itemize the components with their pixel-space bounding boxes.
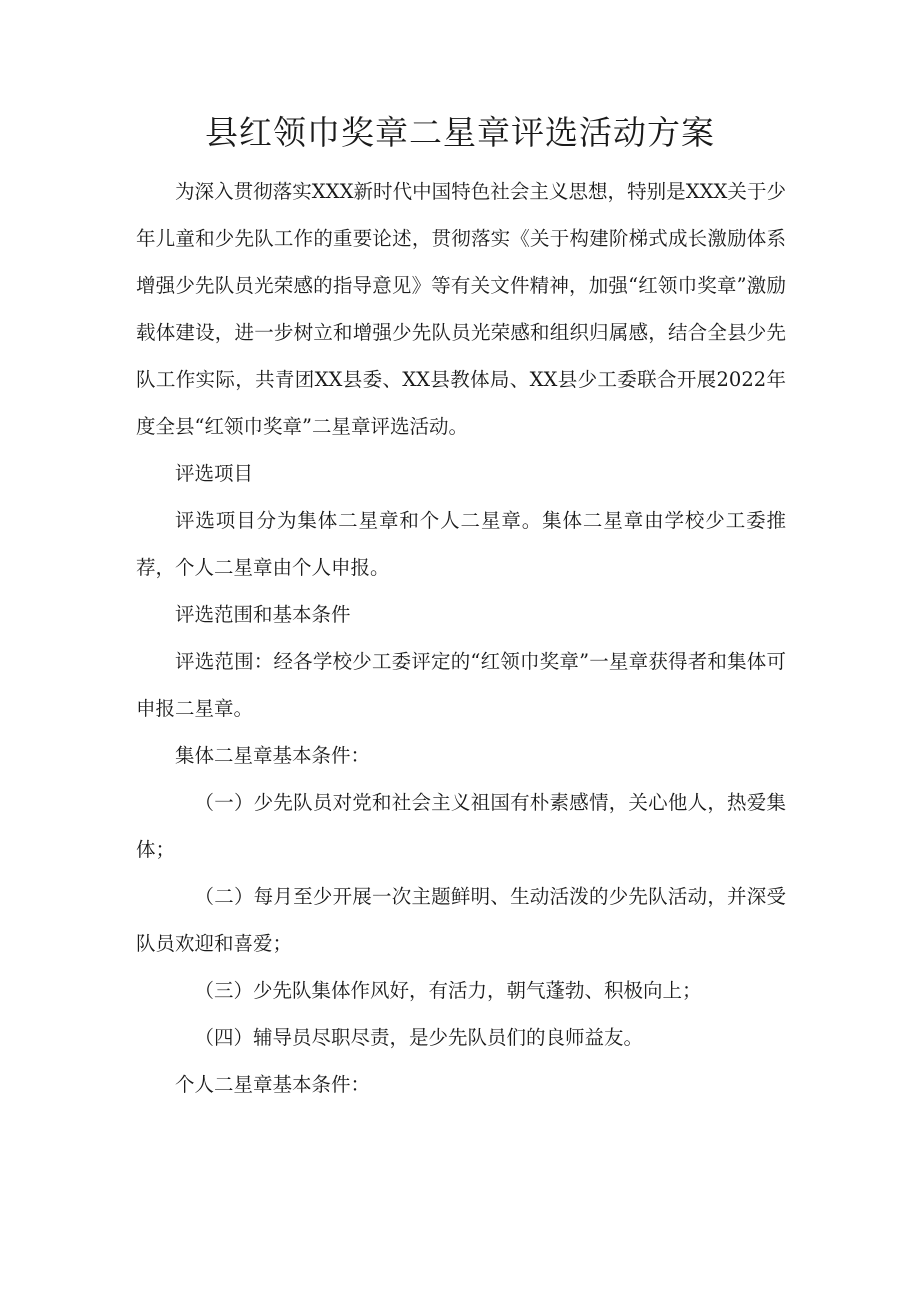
intro-paragraph: 为深入贯彻落实XXX新时代中国特色社会主义思想，特别是XXX关于少年儿童和少先队工作的重要论述，贯彻落实《关于构建阶梯式成长激励体系增强少先队员光荣感的指导意见》等有关文件精神，加强“红领巾奖章”激励载体建设，进一步树立和增强少先队员光荣感和组织归属感，结合全县少先队工作实际，共青团XX县委、XX县教体局、XX县少工委联合开展2022年度全县“红领巾奖章”二星章评选活动。: [136, 180, 786, 438]
collective-condition-3: （三）少先队集体作风好，有活力，朝气蓬勃、积极向上；: [194, 979, 702, 1002]
section-heading-scope: 评选范围和基本条件: [175, 603, 351, 626]
collective-condition-2: （二）每月至少开展一次主题鲜明、生动活泼的少先队活动，并深受队员欢迎和喜爱；: [136, 885, 786, 955]
collective-condition-4: （四）辅导员尽职尽责，是少先队员们的良师益友。: [194, 1026, 644, 1049]
collective-condition-1: （一）少先队员对党和社会主义祖国有朴素感情，关心他人，热爱集体；: [136, 791, 786, 861]
document-body: [136, 168, 786, 1108]
section-heading-collective-conditions: 集体二星章基本条件：: [175, 744, 371, 767]
scope-paragraph: 评选范围：经各学校少工委评定的“红领巾奖章”一星章获得者和集体可申报二星章。: [136, 650, 786, 720]
document-title: 县红领巾奖章二星章评选活动方案: [205, 113, 715, 152]
section-heading-individual-conditions: 个人二星章基本条件：: [175, 1073, 371, 1096]
project-paragraph: 评选项目分为集体二星章和个人二星章。集体二星章由学校少工委推荐，个人二星章由个人申报。: [136, 509, 786, 579]
section-heading-project: 评选项目: [175, 462, 254, 485]
